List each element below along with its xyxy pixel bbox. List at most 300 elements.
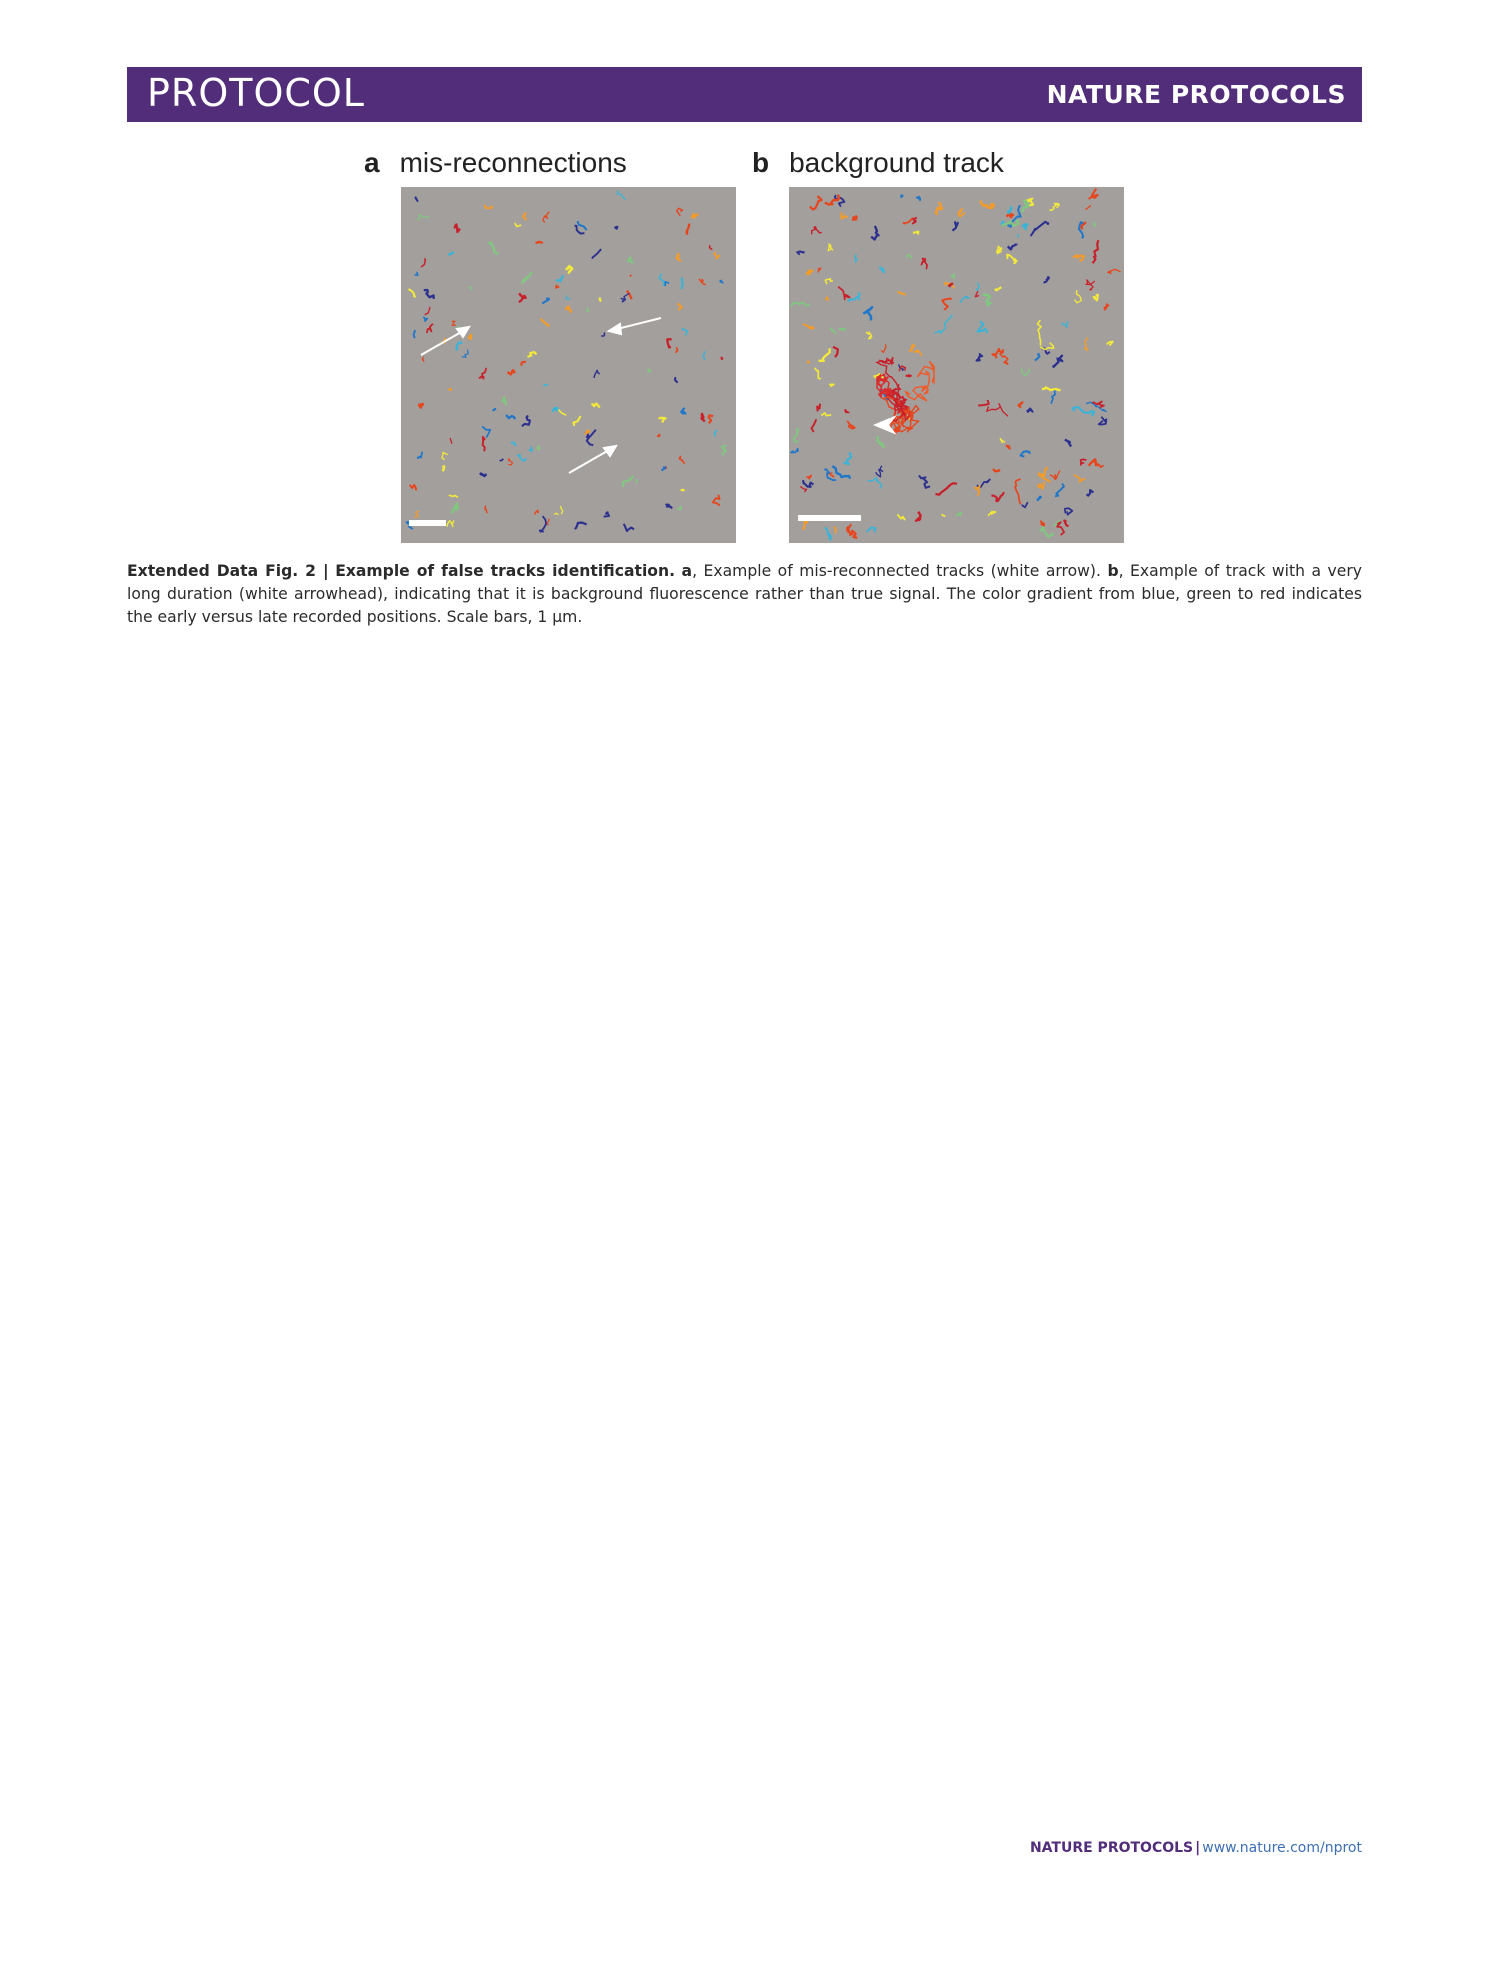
track [1086, 280, 1095, 290]
figure-caption [127, 560, 1362, 629]
track [630, 275, 632, 277]
track [935, 315, 953, 334]
track [424, 290, 434, 299]
track [681, 490, 685, 491]
track [558, 410, 565, 416]
track [791, 449, 798, 453]
track [1093, 222, 1095, 225]
track [415, 273, 418, 276]
track [913, 218, 917, 224]
track [502, 397, 507, 404]
panel-b-tracks [789, 187, 1124, 543]
track [468, 335, 471, 340]
track [1035, 353, 1040, 360]
track [919, 475, 930, 487]
track [1085, 337, 1088, 350]
track [957, 513, 962, 516]
track [803, 324, 815, 329]
panel-b-scale-bar [798, 515, 861, 521]
track [414, 294, 416, 297]
track [521, 362, 526, 366]
track [522, 416, 530, 427]
track [442, 452, 447, 459]
track [907, 255, 913, 259]
track [703, 351, 705, 360]
track [715, 430, 717, 436]
track [666, 505, 672, 509]
track [485, 205, 493, 209]
panel-a-letter: a [364, 147, 380, 178]
journal-label: NATURE PROTOCOLS [1046, 80, 1346, 109]
track [1081, 459, 1087, 465]
cluster-track [906, 361, 934, 401]
track [916, 512, 921, 521]
track [1000, 439, 1005, 444]
track [515, 224, 521, 227]
track [450, 438, 452, 443]
track [866, 332, 872, 339]
page-footer [1030, 1840, 1362, 1856]
track [676, 347, 678, 352]
track [511, 442, 516, 446]
track [838, 287, 850, 300]
track [825, 279, 833, 285]
panel-b-letter: b [752, 147, 770, 178]
track [592, 404, 600, 408]
track [868, 478, 882, 489]
track [828, 244, 833, 251]
white-arrowhead [873, 415, 897, 435]
track [575, 523, 587, 529]
track [976, 354, 982, 361]
track [1018, 234, 1019, 237]
track [543, 212, 549, 223]
track [1022, 368, 1030, 376]
track [427, 324, 433, 333]
track [567, 265, 573, 273]
track [554, 513, 558, 515]
track [452, 504, 458, 513]
track [617, 191, 625, 200]
track [1074, 475, 1086, 482]
track [529, 447, 532, 452]
track [978, 400, 989, 406]
track [936, 202, 942, 214]
white-arrow-3-head [604, 446, 616, 456]
track [1044, 277, 1049, 283]
track [452, 321, 456, 325]
track [1041, 521, 1045, 526]
caption-title: Example of false tracks identification. [335, 562, 676, 580]
track [1038, 482, 1045, 490]
caption-a-text: , Example of mis-reconnected tracks (white arrow). [692, 562, 1101, 580]
track [806, 476, 811, 480]
track [489, 243, 498, 255]
track [817, 404, 820, 412]
track [418, 452, 422, 459]
track [454, 225, 460, 233]
track [825, 527, 831, 540]
track [448, 252, 454, 255]
track [833, 347, 838, 357]
track [415, 511, 419, 517]
track [881, 344, 886, 352]
track [1057, 522, 1064, 535]
track [1065, 440, 1071, 447]
track [493, 409, 496, 411]
track [1064, 521, 1068, 527]
track [960, 297, 970, 304]
track [1021, 451, 1030, 457]
track [699, 279, 705, 284]
track [541, 319, 549, 326]
header-bar [127, 67, 1362, 122]
track [897, 514, 904, 519]
track [987, 404, 1008, 417]
track [1053, 355, 1063, 367]
track [830, 473, 834, 478]
track [818, 268, 821, 272]
track [687, 224, 690, 234]
track [1002, 221, 1005, 224]
track [409, 289, 415, 294]
track [880, 266, 885, 272]
track [658, 418, 665, 423]
track [636, 480, 637, 483]
track [624, 524, 634, 531]
track [566, 296, 570, 300]
track [594, 370, 600, 378]
track [853, 216, 857, 220]
track [561, 506, 563, 514]
track [547, 519, 549, 525]
track [807, 361, 809, 362]
track [566, 307, 572, 313]
track [599, 298, 600, 301]
track [485, 506, 487, 513]
track [1105, 303, 1109, 309]
track [834, 527, 836, 533]
track [714, 252, 720, 259]
track [1065, 508, 1072, 515]
track [901, 195, 903, 198]
track [812, 227, 822, 235]
track [842, 213, 848, 218]
track [683, 329, 688, 336]
track [791, 302, 810, 306]
panel-b-track-layer [791, 189, 1121, 540]
track [721, 357, 723, 359]
track [1062, 321, 1069, 327]
track [921, 259, 927, 270]
track [1022, 224, 1027, 229]
track [980, 201, 994, 209]
panel-a-title-text: mis-reconnections [399, 147, 627, 178]
track [482, 426, 490, 437]
track [1050, 471, 1060, 480]
track [832, 466, 850, 479]
track [904, 218, 914, 224]
track [909, 344, 914, 351]
track [991, 492, 1004, 501]
track [807, 270, 813, 274]
track [1093, 240, 1099, 263]
track [951, 275, 955, 280]
track [710, 245, 713, 249]
track [831, 328, 837, 334]
track [1099, 417, 1107, 425]
track [506, 415, 515, 419]
track [678, 303, 682, 310]
track [709, 415, 714, 423]
track [417, 215, 428, 220]
track [984, 295, 992, 306]
track [675, 377, 678, 383]
track [509, 459, 513, 465]
track [1075, 290, 1082, 303]
track [677, 506, 681, 510]
track [1039, 467, 1051, 482]
track [878, 436, 885, 448]
track [543, 385, 547, 386]
track [1007, 213, 1014, 217]
track [975, 291, 979, 297]
track [821, 413, 831, 416]
track [803, 520, 807, 530]
track [536, 242, 543, 243]
track [542, 298, 549, 303]
track [483, 437, 486, 451]
track [1007, 254, 1017, 263]
track [826, 297, 829, 301]
track [1055, 484, 1064, 497]
track [462, 350, 468, 358]
track [456, 343, 463, 350]
track [1042, 387, 1060, 390]
track [414, 330, 416, 338]
track [692, 214, 698, 218]
track [553, 408, 558, 412]
track [507, 370, 514, 374]
track [839, 329, 845, 330]
white-arrow-2-head [609, 324, 621, 334]
caption-b-letter: b [1107, 562, 1119, 580]
track [480, 473, 487, 476]
track [1008, 206, 1012, 213]
track [958, 209, 965, 217]
track [1095, 464, 1103, 467]
track [442, 466, 444, 471]
track [1072, 407, 1094, 416]
track [523, 213, 526, 220]
track [1038, 497, 1041, 500]
track [847, 421, 855, 429]
panel-a-track-layer [407, 191, 727, 532]
track [916, 197, 920, 201]
track [815, 368, 821, 379]
track [1039, 527, 1052, 537]
caption-b-text: , Example of track with a very long duration (white arrowhead), indicating that it is background fluorescence rather than true signal. The color gradient from blue, green to red indicates the early versus late recorded positions. Scale bars, 1 μm. [127, 562, 1362, 626]
track [657, 434, 660, 437]
track [1031, 222, 1049, 236]
track [1087, 490, 1094, 495]
track [416, 197, 418, 202]
track [913, 232, 919, 235]
track [604, 512, 609, 516]
track [1086, 205, 1091, 209]
track [713, 495, 720, 505]
track [578, 221, 587, 230]
track [843, 453, 851, 464]
track [830, 384, 834, 386]
caption-a-letter: a [681, 562, 693, 580]
panel-a-title [364, 147, 627, 179]
track [527, 352, 536, 357]
panel-b-image [789, 187, 1124, 543]
track [942, 299, 951, 310]
track [701, 413, 704, 421]
track [1022, 502, 1028, 507]
track [601, 332, 604, 336]
white-arrow-1 [421, 331, 463, 355]
track [722, 446, 727, 455]
track [659, 274, 664, 286]
track [680, 456, 685, 464]
track [586, 308, 588, 312]
track [863, 307, 872, 320]
track [1094, 295, 1098, 301]
track [615, 226, 618, 229]
white-arrow-3 [569, 450, 609, 473]
panel-a-image [401, 187, 736, 543]
track [425, 307, 430, 315]
panel-b-title-text: background track [789, 147, 1004, 178]
track [469, 287, 472, 289]
track [936, 483, 958, 495]
track [423, 317, 427, 321]
track [628, 257, 633, 263]
track [898, 292, 906, 295]
track [448, 388, 451, 391]
track [855, 254, 857, 262]
track [1000, 352, 1008, 364]
panel-a-scale-bar [409, 520, 446, 526]
track [1019, 402, 1023, 407]
track [906, 375, 912, 376]
track [825, 195, 839, 205]
track [845, 410, 849, 413]
track [794, 428, 799, 442]
track [949, 284, 952, 287]
track [449, 495, 458, 497]
track [914, 350, 922, 356]
track [810, 196, 822, 209]
track [847, 524, 851, 533]
track [1037, 320, 1041, 346]
track [1108, 269, 1121, 273]
track [677, 253, 681, 261]
track [977, 322, 987, 333]
footer-url[interactable]: www.nature.com/nprot [1202, 1840, 1362, 1856]
panel-a-tracks [401, 187, 736, 543]
track [803, 481, 813, 487]
track [993, 469, 1000, 471]
track [538, 446, 540, 449]
white-arrow-2 [617, 318, 661, 329]
track [677, 208, 683, 216]
track [800, 486, 807, 492]
track [480, 368, 487, 380]
track [989, 511, 996, 516]
track [720, 280, 723, 283]
footer-journal: NATURE PROTOCOLS [1029, 1840, 1194, 1856]
track [867, 527, 876, 532]
track [1027, 408, 1033, 412]
track [1008, 244, 1017, 249]
track [535, 510, 539, 515]
track [871, 226, 878, 240]
track [648, 369, 651, 372]
track [797, 251, 803, 255]
track [876, 466, 883, 477]
track [586, 430, 590, 434]
track [662, 467, 666, 470]
track [975, 485, 980, 496]
track [992, 349, 1003, 358]
track [540, 516, 546, 532]
track [592, 249, 601, 259]
track [976, 283, 979, 290]
track [1007, 446, 1011, 449]
white-arrow-1-head [457, 327, 469, 337]
track [410, 485, 416, 490]
track [556, 285, 559, 288]
track [682, 278, 683, 290]
track [681, 408, 686, 414]
track [519, 294, 526, 303]
track [1015, 479, 1021, 504]
track [952, 221, 957, 230]
track [573, 416, 580, 426]
caption-label: Extended Data Fig. 2 | [127, 562, 329, 580]
footer-separator: | [1195, 1840, 1201, 1856]
track [1022, 200, 1028, 213]
track [518, 455, 526, 461]
track [422, 357, 424, 361]
track [942, 514, 945, 517]
track [819, 348, 830, 360]
track [1040, 343, 1054, 350]
track [421, 259, 426, 267]
track [812, 419, 817, 432]
track [621, 293, 630, 302]
track [447, 520, 454, 526]
track [1107, 342, 1113, 346]
track [1089, 189, 1098, 199]
track [665, 282, 669, 286]
track [1049, 204, 1059, 211]
track [500, 459, 504, 461]
track [1073, 255, 1084, 261]
section-label: PROTOCOL [147, 71, 365, 115]
track [667, 339, 671, 347]
track [556, 275, 563, 281]
panel-b-title [752, 147, 1004, 179]
panel-a-arrows [421, 318, 661, 473]
track [623, 476, 633, 487]
track [995, 287, 1001, 290]
track [522, 272, 532, 283]
